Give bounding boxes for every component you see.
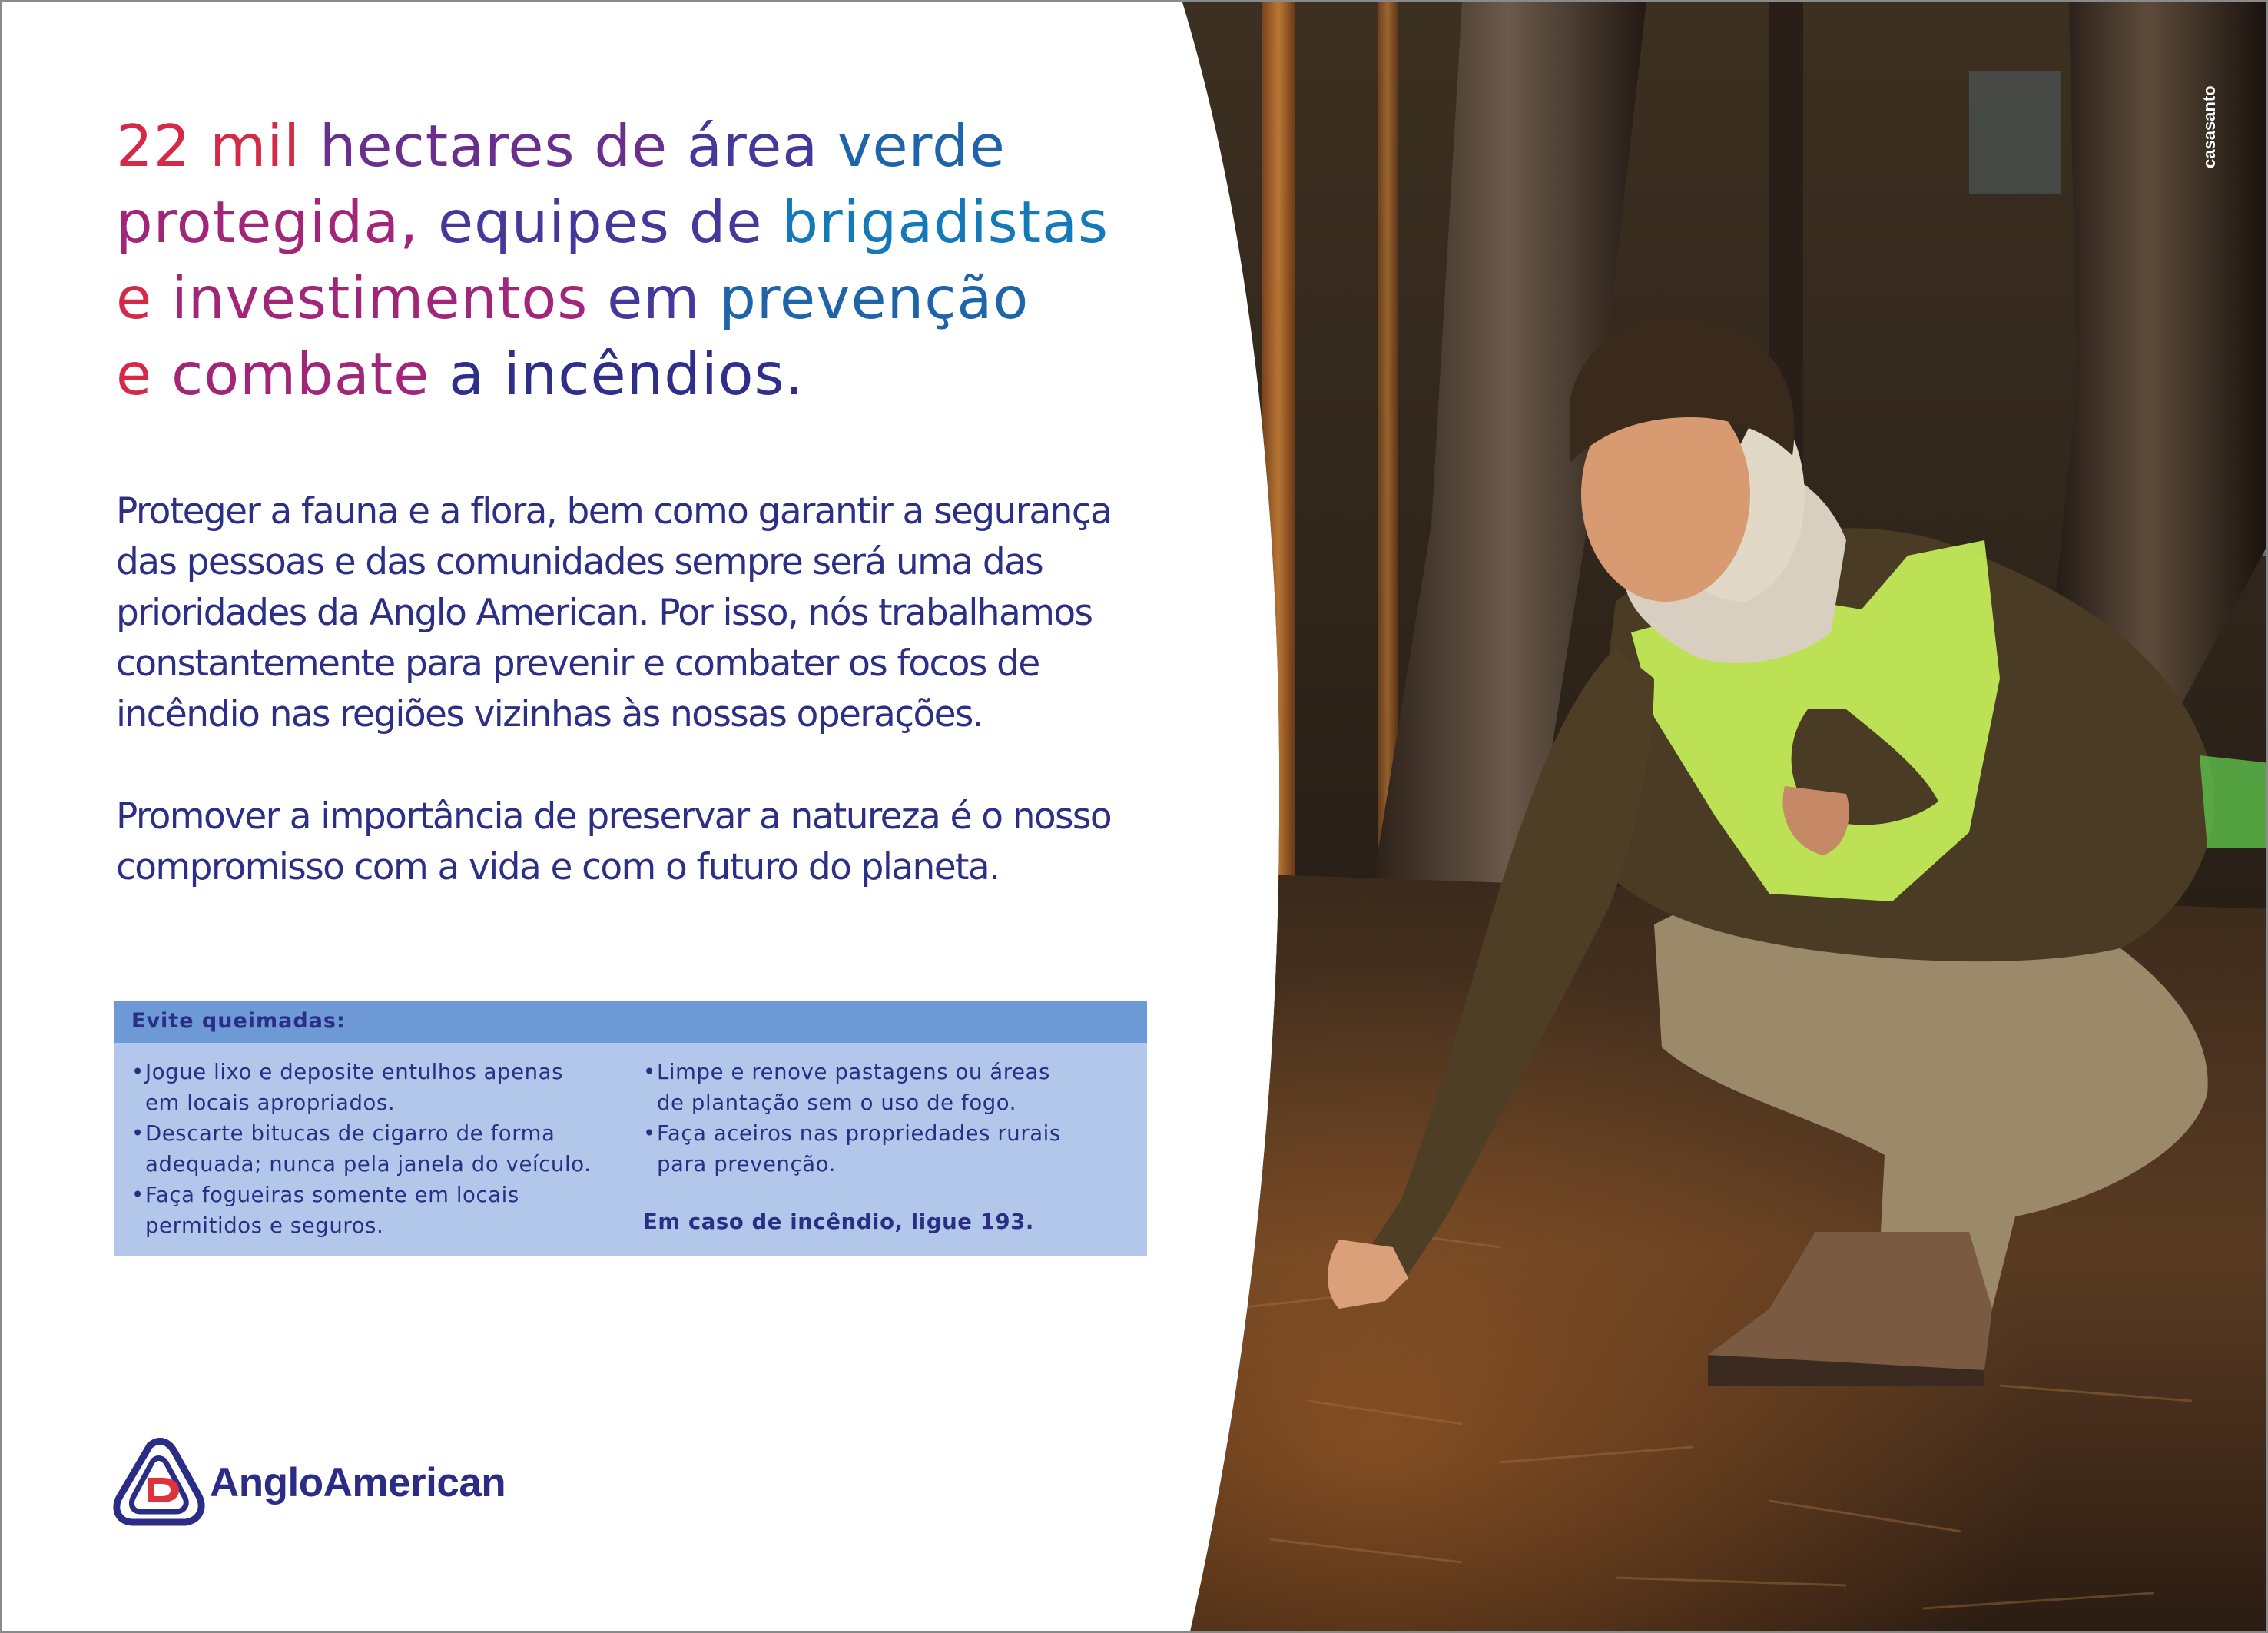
- headline-line-1: [116, 108, 1207, 184]
- headline-segment: equipes de: [437, 188, 782, 256]
- headline-line-2: [116, 184, 1207, 261]
- tip-line: permitidos e seguros.: [145, 1213, 384, 1238]
- paragraph-line: constantemente para prevenir e combater os focos de: [116, 642, 1040, 685]
- bullet: •: [643, 1060, 656, 1084]
- headline-segment: a incêndios.: [449, 340, 804, 408]
- tip-line: Limpe e renove pastagens ou áreas: [657, 1060, 1050, 1084]
- headline-segment: prevenção: [719, 264, 1030, 332]
- tips-box: [114, 1001, 1147, 1256]
- tip-line: Faça aceiros nas propriedades rurais: [657, 1121, 1061, 1146]
- headline-segment: investimentos: [171, 264, 608, 332]
- paragraph-line: incêndio nas regiões vizinhas às nossas operações.: [116, 693, 983, 735]
- headline-segment: área: [686, 112, 838, 180]
- tip-line: Descarte bitucas de cigarro de forma: [145, 1121, 555, 1146]
- tip-line: para prevenção.: [657, 1152, 836, 1177]
- bullet: •: [131, 1121, 144, 1146]
- paragraph-line: Proteger a fauna e a flora, bem como garantir a segurança: [116, 490, 1112, 533]
- headline: [116, 108, 1207, 413]
- tips-column-left: [131, 1057, 623, 1241]
- anglo-american-logo-icon: [113, 1438, 205, 1530]
- tip-item: [131, 1118, 623, 1180]
- headline-segment: protegida,: [116, 188, 438, 256]
- tips-title: Evite queimadas:: [131, 1009, 346, 1033]
- tip-line: Jogue lixo e deposite entulhos apenas: [145, 1060, 564, 1084]
- bullet: •: [643, 1121, 656, 1146]
- headline-segment: em: [607, 264, 720, 332]
- tips-column-right: [643, 1057, 1135, 1180]
- paragraph-line: prioridades da Anglo American. Por isso, nós trabalhamos: [116, 592, 1093, 634]
- headline-segment: hectares de: [319, 112, 687, 180]
- paragraph-line: Promover a importância de preservar a natureza é o nosso: [116, 795, 1111, 838]
- headline-segment: e: [116, 340, 171, 408]
- tip-line: de plantação sem o uso de fogo.: [657, 1090, 1017, 1115]
- headline-segment: e: [116, 264, 171, 332]
- tip-line: em locais apropriados.: [145, 1090, 396, 1115]
- headline-segment: verde: [837, 112, 1006, 180]
- photo-credit: casasanto: [2200, 85, 2219, 168]
- tip-line: adequada; nunca pela janela do veículo.: [145, 1152, 592, 1177]
- paragraph-line: compromisso com a vida e com o futuro do planeta.: [116, 846, 1000, 888]
- tip-item: [131, 1057, 623, 1118]
- tips-header: [114, 1001, 1147, 1043]
- headline-line-3: [116, 261, 1207, 337]
- bullet: •: [131, 1060, 144, 1084]
- headline-segment: brigadistas: [781, 188, 1109, 256]
- headline-segment: combate: [171, 340, 449, 408]
- body-paragraph-1: [116, 486, 1192, 740]
- headline-segment: 22 mil: [116, 112, 320, 180]
- tip-item: [643, 1057, 1135, 1118]
- tip-item: [131, 1180, 623, 1241]
- anglo-american-logo: [113, 1438, 543, 1530]
- tip-line: Faça fogueiras somente em locais: [145, 1183, 519, 1207]
- headline-line-4: [116, 337, 1207, 413]
- emergency-note: Em caso de incêndio, ligue 193.: [643, 1210, 1034, 1234]
- body-paragraph-2: [116, 792, 1192, 893]
- paragraph-line: das pessoas e das comunidades sempre será uma das: [116, 541, 1043, 583]
- bullet: •: [131, 1183, 144, 1207]
- brand-name: AngloAmerican: [210, 1460, 506, 1505]
- tip-item: [643, 1118, 1135, 1180]
